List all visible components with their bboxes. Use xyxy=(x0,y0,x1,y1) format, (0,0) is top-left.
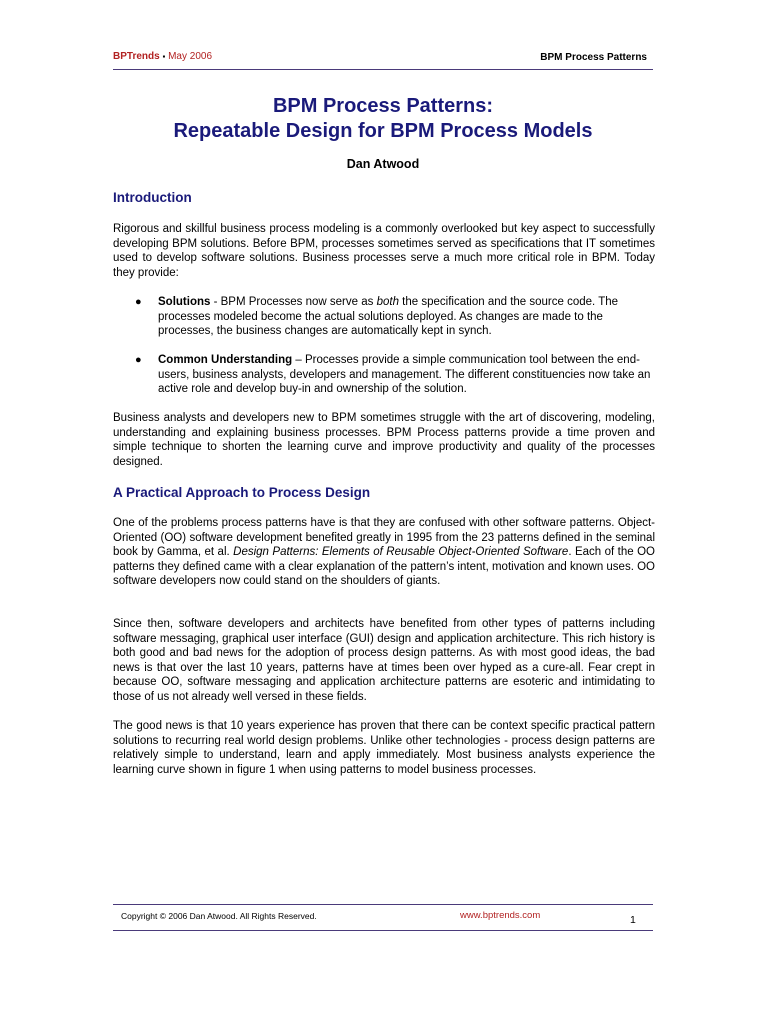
intro-paragraph-2: Business analysts and developers new to BPM sometimes struggle with the art of discovering, modeling, understanding and explaining business processes. BPM Process patterns provide a time proven and simple technique to shorten the learning curve and improve productivity and quality of the processes designed. xyxy=(113,412,655,468)
bullet-icon: ● xyxy=(135,296,142,308)
section-heading-introduction: Introduction xyxy=(113,190,192,205)
header-brand xyxy=(113,51,212,62)
bullet-icon: ● xyxy=(135,354,142,366)
approach-paragraph-2: Since then, software developers and architects have benefited from other types of patterns including software messaging, graphical user interface (GUI) design and application architecture. This rich history is both good and bad news for the adoption of process design patterns. As with most good ideas, the bad news is that over the last 10 years, patterns have at times been over hyped as a cure-all. Fear crept in because OO, software messaging and application architecture patterns are esoteric and intimidating to those of us not already well versed in these fields. xyxy=(113,618,655,703)
author: Dan Atwood xyxy=(346,157,420,171)
approach-paragraph-3: The good news is that 10 years experience has proven that there can be context specific practical pattern solutions to recurring real world design problems. Unlike other technologies - process design patterns are relatively simple to understand, learn and apply immediately. Most business analysts experience the learning curve shown in figure 1 when using patterns to model business processes. xyxy=(113,720,655,776)
brand-name: BPTrends xyxy=(113,51,160,62)
title-line-2: Repeatable Design for BPM Process Models xyxy=(173,120,593,142)
page-header xyxy=(113,49,653,70)
section-heading-approach: A Practical Approach to Process Design xyxy=(113,485,371,500)
footer-copyright: Copyright © 2006 Dan Atwood. All Rights Reserved. xyxy=(121,911,317,921)
intro-paragraph-1: Rigorous and skillful business process modeling is a commonly overlooked but key aspect to successfully developing BPM solutions. Before BPM, processes sometimes served as specifications that IT sometimes used to develop software solutions. Business processes serve a much more critical role in BPM. Today they provide: xyxy=(113,223,655,279)
bullet-text: Common Understanding – Processes provide a simple communication tool between the end-users, business analysts, developers and management. The different constituencies now take an active role and develop buy-in and ownership of the solution. xyxy=(158,354,651,396)
footer-link[interactable]: www.bptrends.com xyxy=(460,910,541,921)
running-title: BPM Process Patterns xyxy=(540,52,647,63)
approach-paragraph-1: One of the problems process patterns have is that they are confused with other software patterns. Object-Oriented (OO) software development benefited greatly in 1995 from the 23 patterns defined in the seminal book by Gamma, et al. Design Patterns: Elements of Reusable Object-Oriented Software. Each of the OO patterns they defined came with a clear explanation of the pattern’s intent, motivation and known uses. OO software developers now could stand on the shoulders of giants. xyxy=(113,517,656,588)
header-date: May 2006 xyxy=(168,51,213,62)
title-line-1: BPM Process Patterns: xyxy=(272,95,494,117)
page-number: 1 xyxy=(630,914,636,926)
bullet-text: Solutions - BPM Processes now serve as both the specification and the source code. The processes modeled become the actual solutions deployed. As changes are made to the processes, the business changes are automatically kept in synch. xyxy=(158,296,619,338)
footer-bottom-rule xyxy=(113,930,653,931)
footer-divider xyxy=(113,904,653,905)
separator-icon: ▪ xyxy=(162,52,166,61)
